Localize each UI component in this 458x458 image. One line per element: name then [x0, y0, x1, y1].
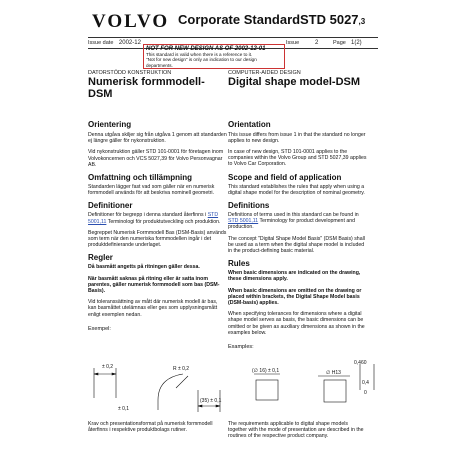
std-5001-link[interactable]: STD 5001,11	[228, 218, 259, 225]
paragraph-rule-2	[228, 288, 367, 307]
title-line-1: Numerisk formmodell-	[88, 76, 205, 88]
rule-2-text-b: Digital Shape Model basis (DSM-basis)	[228, 293, 360, 306]
example-label: Exempel:	[88, 325, 111, 332]
notice-line-2: "Not for new design" is only an indication to our design departments.	[146, 57, 257, 68]
paragraph-definitions-2: Begreppet Numerisk Formmodell Bas (DSM-Basis) används som term när den numeriska formmodellen ingår i det produktdefinierande underlaget.	[88, 229, 227, 249]
definitions-text-b: Terminologi för produktutveckling och produktion.	[106, 218, 221, 225]
left-requirements-paragraph: Krav och presentationsformat på numerisk formmodell återfinns i respektive produktbolags rutiner.	[88, 421, 213, 434]
paragraph-orientation-1: Denna utgåva skiljer sig från utgåva 1 genom att standarden ej längre gäller för nykonstruktion.	[88, 132, 227, 145]
paragraph-orientation-2: Vid nykonstruktion gäller STD 101-0001 för företagen inom Volvokoncernen och VCS 5027,39 för Volvo Personvagnar AB.	[88, 149, 224, 168]
paragraph-definitions-1	[88, 212, 227, 224]
example-4-tolerance: (∅ 16) ± 0,1	[252, 368, 280, 374]
paragraph-orientation-1: This issue differs from issue 1 in that the standard no longer applies to new design.	[228, 131, 366, 144]
english-column	[228, 70, 367, 350]
example-7-tolerance: ± 0,1	[118, 406, 130, 412]
section-label: DATORSTÖDD KONSTRUKTION	[88, 70, 172, 76]
swedish-column	[88, 70, 227, 332]
definitions-text-b: Terminology for product development and production.	[228, 218, 355, 231]
example-2-tolerance: R ± 0,2	[173, 366, 190, 372]
heading-scope: Scope and field of application	[228, 172, 342, 182]
document-title: Digital shape model-DSM	[228, 76, 361, 88]
paragraph-definitions-1	[228, 212, 367, 231]
example-6-tolerance-upper: 0,460	[354, 360, 367, 366]
definitions-text-a: Definitions of terms used in this standard can be found in	[228, 211, 359, 218]
dimensioning-examples-figure	[88, 360, 378, 418]
standard-number-main: STD 5027	[300, 12, 359, 27]
title-line-2: DSM	[88, 87, 113, 100]
document-title	[88, 77, 227, 100]
standard-number-suffix: ,3	[358, 17, 366, 26]
issue-date-value: 2002-12	[118, 40, 141, 46]
heading-orientation: Orientation	[228, 119, 271, 129]
issue-date-label: Issue date	[88, 40, 114, 46]
issue-value: 2	[315, 40, 319, 46]
heading-rules: Rules	[228, 259, 250, 269]
heading-orientation: Orientering	[88, 120, 132, 129]
paragraph-rule-2: När basmått saknas på ritning eller är satta inom parentes, gäller numerisk formmodell som bas (DSM-Basis).	[88, 275, 220, 295]
paragraph-rule-3: When specifying tolerances for dimensions where a digital shape model serves as basis, the basic dimensions can be omitted or be given as auxiliary dimensions as shown in the examples below.	[228, 311, 365, 336]
paragraph-rule-1: Då basmått angetts på ritningen gäller dessa.	[88, 264, 200, 271]
not-for-new-design-notice	[143, 44, 285, 69]
heading-definitions: Definitions	[228, 200, 270, 210]
rule-2-text-c: applies.	[257, 299, 279, 306]
header-rule	[88, 37, 378, 38]
example-5-tolerance: ∅ H13	[326, 370, 341, 376]
paragraph-scope: This standard establishes the rules that apply when using a digital shape model for the description of nominal geometry.	[228, 183, 365, 196]
example-3-tolerance: (35) ± 0,1	[200, 398, 222, 404]
paragraph-rule-1: When basic dimensions are indicated on the drawing, these dimensions apply.	[228, 270, 361, 283]
right-requirements-paragraph: The requirements applicable to digital shape models together with the mode of presentation are described in the routines of the respective product company.	[228, 421, 364, 440]
paragraph-orientation-2: In case of new design, STD 101-0001 applies to the companies within the Volvo Group and STD 5027,39 applies to Volvo Car Corporation.	[228, 148, 367, 168]
heading-scope: Omfattning och tillämpning	[88, 173, 192, 183]
std-5001-link[interactable]: STD 5001,11	[88, 212, 219, 225]
heading-definitions: Definitioner	[88, 201, 133, 211]
examples-label: Examples:	[228, 343, 254, 350]
page-value: 1(2)	[351, 40, 362, 46]
example-8-tolerance: 0	[364, 390, 367, 396]
document-type-title: Corporate Standard	[178, 12, 301, 27]
paragraph-definitions-2: The concept "Digital Shape Model Basis" (DSM Basis) shall be used as a term when the digital shape model is included in the product-defining basic material.	[228, 235, 365, 254]
notice-line-1: This standard is valid when there is a reference to it.	[146, 52, 253, 57]
paragraph-rule-3: Vid toleranssättning av mått där numerisk modell är bas, kan basmåttet utelämnas eller ges som upplysningsmått enligt exemplen nedan.	[88, 299, 218, 318]
heading-rules: Regler	[88, 253, 113, 263]
volvo-logo: VOLVO	[92, 11, 170, 32]
issue-label: Issue	[286, 40, 300, 46]
definitions-text-a: Definitioner för begrepp i denna standard återfinns i	[88, 212, 208, 219]
notice-title: NOT FOR NEW DESIGN AS OF 2002-12-01	[146, 46, 266, 52]
section-label: COMPUTER-AIDED DESIGN	[228, 70, 301, 76]
example-6-tolerance: 0,4	[362, 380, 369, 386]
example-1-tolerance: ± 0,2	[102, 364, 114, 370]
page-label: Page	[333, 40, 346, 46]
standard-number	[300, 12, 365, 27]
rule-2-text-a: When basic dimensions are omitted on the drawing or placed within brackets, the	[228, 287, 362, 300]
paragraph-scope: Standarden lägger fast vad som gäller när en numerisk formmodell används för att beskriva nominell geometri.	[88, 184, 215, 197]
